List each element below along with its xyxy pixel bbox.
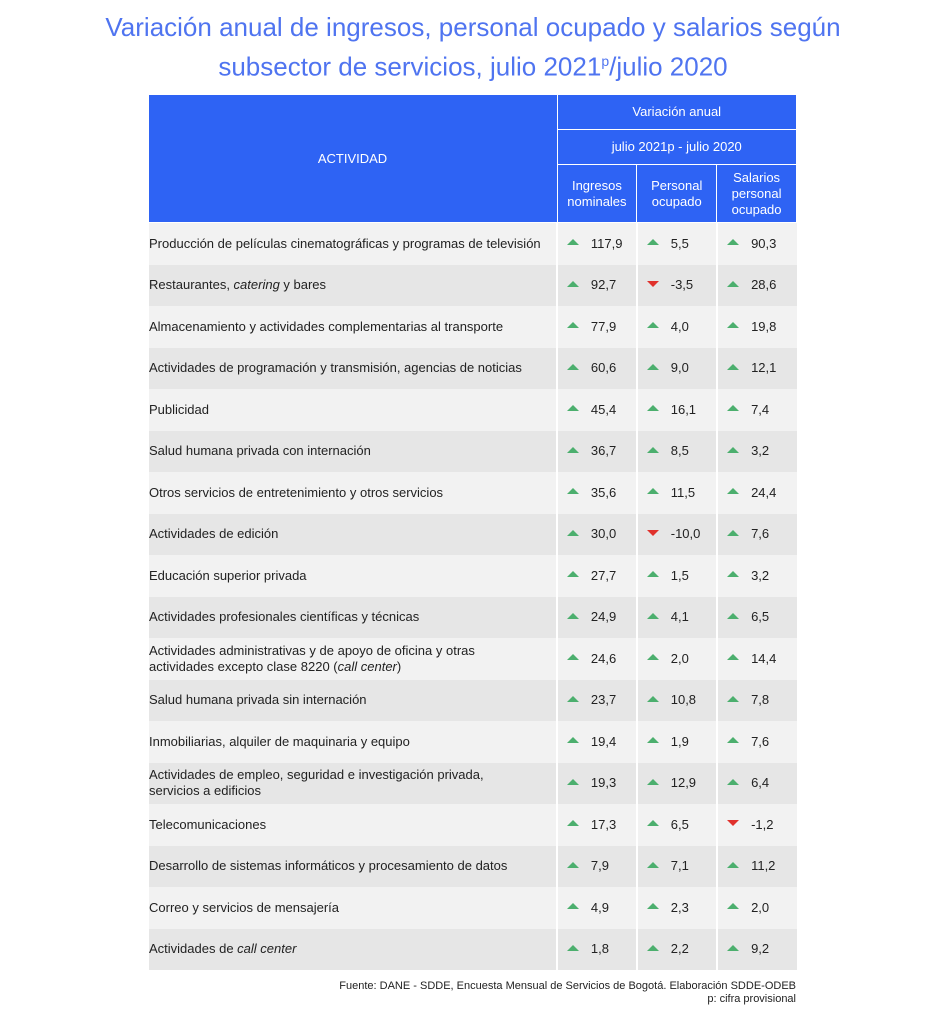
table-row [148,680,797,722]
source-note [339,980,796,1006]
triangle-up-icon [727,945,739,951]
header-personal-ocupado [637,165,717,223]
salarios-value: -1,2 [751,816,774,832]
activity-cell [148,680,557,722]
ingresos-cell [557,887,637,929]
salarios-cell [717,680,797,722]
salarios-cell [717,846,797,888]
triangle-up-icon [647,696,659,702]
ingresos-value: 35,6 [590,484,617,500]
activity-text: Actividades de empleo, seguridad e investigación privada, [149,767,484,783]
personal-cell [637,638,717,680]
personal-value: 2,3 [670,899,689,915]
personal-cell [637,555,717,597]
ingresos-cell [557,514,637,556]
activity-cell [148,223,557,265]
triangle-up-icon [647,945,659,951]
salarios-cell [717,306,797,348]
ingresos-cell [557,431,637,473]
table-row [148,472,797,514]
ingresos-cell [557,472,637,514]
personal-value: 7,1 [670,858,689,874]
triangle-up-icon [567,737,579,743]
ingresos-value: 60,6 [590,360,617,376]
triangle-down-icon [647,281,659,287]
salarios-value: 7,8 [751,692,770,708]
salarios-cell [717,804,797,846]
salarios-cell [717,887,797,929]
activity-text: Publicidad [149,401,209,417]
activity-cell [148,721,557,763]
header-variacion-anual: Variación anual [557,95,797,130]
activity-cell [148,597,557,639]
header-periodo: julio 2021p - julio 2020 [557,130,797,165]
table-row [148,638,797,680]
activity-text: Telecomunicaciones [149,816,267,832]
ingresos-cell [557,846,637,888]
table-header [148,95,797,223]
activity-cell [148,389,557,431]
activity-text: Almacenamiento y actividades complementarias al transporte [149,318,504,334]
ingresos-value: 23,7 [590,692,617,708]
personal-cell [637,763,717,805]
activity-text: Salud humana privada con internación [149,443,371,459]
triangle-up-icon [727,903,739,909]
activity-text: Actividades administrativas y de apoyo de oficina y otras [149,642,475,658]
personal-cell [637,846,717,888]
activity-text: ) [396,658,402,674]
ingresos-value: 4,9 [590,899,609,915]
header-actividad: ACTIVIDAD [148,95,557,223]
personal-cell [637,223,717,265]
salarios-value: 6,5 [751,609,770,625]
table-row [148,306,797,348]
ingresos-value: 7,9 [590,858,609,874]
table-row [148,887,797,929]
table-row [148,721,797,763]
header-personal-l2: ocupado [651,193,702,209]
source-line: Fuente: DANE - SDDE, Encuesta Mensual de Servicios de Bogotá. Elaboración SDDE-ODEB [339,980,796,992]
activity-cell [148,265,557,307]
salarios-value: 11,2 [751,858,776,874]
triangle-up-icon [727,447,739,453]
triangle-up-icon [567,447,579,453]
salarios-cell [717,638,797,680]
activity-text: Producción de películas cinematográficas y programas de televisión [149,235,541,251]
salarios-value: 7,6 [751,733,770,749]
personal-cell [637,389,717,431]
personal-cell [637,265,717,307]
triangle-up-icon [567,239,579,245]
triangle-up-icon [647,779,659,785]
triangle-up-icon [727,862,739,868]
activity-text: Restaurantes, [149,277,234,293]
activity-cell [148,638,557,680]
triangle-up-icon [567,322,579,328]
triangle-up-icon [567,862,579,868]
activity-text: Actividades de [149,941,238,957]
personal-cell [637,887,717,929]
table-row [148,555,797,597]
activity-text: catering [233,277,280,293]
ingresos-cell [557,555,637,597]
activity-cell [148,846,557,888]
ingresos-cell [557,680,637,722]
activity-text: Desarrollo de sistemas informáticos y procesamiento de datos [149,858,508,874]
title-line-2-main: subsector de servicios, julio 2021 [218,51,602,82]
ingresos-cell [557,265,637,307]
salarios-value: 12,1 [751,360,777,376]
triangle-up-icon [567,945,579,951]
triangle-up-icon [567,405,579,411]
salarios-value: 7,6 [751,526,770,542]
activity-text: Actividades de programación y transmisión, agencias de noticias [149,360,522,376]
personal-cell [637,306,717,348]
title-line-1: Variación anual de ingresos, personal ocupado y salarios según [105,12,841,42]
triangle-up-icon [727,613,739,619]
salarios-value: 19,8 [751,318,777,334]
activity-cell [148,555,557,597]
personal-value: 10,8 [670,692,697,708]
triangle-up-icon [567,820,579,826]
salarios-value: 28,6 [751,277,777,293]
triangle-up-icon [727,654,739,660]
activity-cell [148,929,557,971]
table-row [148,431,797,473]
header-ingresos-nominales [557,165,637,223]
salarios-value: 14,4 [751,650,777,666]
triangle-up-icon [727,571,739,577]
triangle-up-icon [647,654,659,660]
header-salarios-l3: ocupado [731,201,782,217]
data-table [147,94,797,970]
ingresos-value: 77,9 [590,318,617,334]
table-row [148,265,797,307]
personal-cell [637,514,717,556]
salarios-cell [717,389,797,431]
activity-text: call center [237,941,297,957]
ingresos-cell [557,223,637,265]
triangle-up-icon [567,654,579,660]
table-row [148,597,797,639]
salarios-value: 9,2 [751,941,770,957]
personal-value: 5,5 [670,235,689,251]
activity-text: servicios a edificios [149,783,261,799]
header-salarios-personal-ocupado [717,165,797,223]
activity-text: Inmobiliarias, alquiler de maquinaria y equipo [149,733,410,749]
activity-cell [148,514,557,556]
salarios-cell [717,514,797,556]
salarios-cell [717,265,797,307]
triangle-up-icon [727,322,739,328]
table-row [148,223,797,265]
provisional-note: p: cifra provisional [707,993,796,1005]
triangle-up-icon [647,239,659,245]
header-ingresos-l1: Ingresos [571,177,622,193]
table-body [148,223,797,971]
ingresos-cell [557,763,637,805]
ingresos-cell [557,929,637,971]
personal-value: -3,5 [670,277,694,293]
table-row [148,514,797,556]
personal-value: 2,0 [670,650,689,666]
header-ingresos-l2: nominales [567,193,627,209]
personal-cell [637,431,717,473]
personal-cell [637,472,717,514]
header-salarios-l2: personal [731,185,782,201]
ingresos-cell [557,597,637,639]
table-row [148,348,797,390]
personal-cell [637,804,717,846]
header-personal-l1: Personal [651,177,703,193]
triangle-up-icon [647,613,659,619]
ingresos-value: 24,9 [590,609,617,625]
activity-text: Salud humana privada sin internación [149,692,367,708]
activity-cell [148,887,557,929]
triangle-up-icon [727,488,739,494]
salarios-cell [717,763,797,805]
personal-value: 2,2 [670,941,689,957]
salarios-value: 24,4 [751,484,777,500]
triangle-down-icon [647,530,659,536]
ingresos-cell [557,348,637,390]
salarios-value: 2,0 [751,899,770,915]
activity-cell [148,306,557,348]
triangle-up-icon [567,281,579,287]
personal-value: 1,5 [670,567,689,583]
triangle-up-icon [647,405,659,411]
ingresos-value: 1,8 [590,941,609,957]
personal-value: 6,5 [670,816,689,832]
triangle-up-icon [647,488,659,494]
table-row [148,763,797,805]
ingresos-value: 19,4 [590,733,617,749]
activity-text: Correo y servicios de mensajería [149,899,340,915]
ingresos-value: 27,7 [590,567,617,583]
activity-text: Otros servicios de entretenimiento y otros servicios [149,484,444,500]
triangle-up-icon [567,488,579,494]
table-row [148,846,797,888]
title-line-2-end: /julio 2020 [609,51,728,82]
triangle-up-icon [647,903,659,909]
personal-cell [637,348,717,390]
activity-text: Actividades profesionales científicas y técnicas [149,609,420,625]
table-row [148,804,797,846]
salarios-value: 6,4 [751,775,770,791]
table-row [148,929,797,971]
ingresos-cell [557,389,637,431]
ingresos-value: 45,4 [590,401,617,417]
activity-cell [148,348,557,390]
triangle-up-icon [567,530,579,536]
triangle-down-icon [727,820,739,826]
ingresos-value: 19,3 [590,775,617,791]
personal-cell [637,597,717,639]
activity-text: call center [337,658,397,674]
ingresos-cell [557,306,637,348]
personal-value: 16,1 [670,401,697,417]
personal-value: 1,9 [670,733,689,749]
triangle-up-icon [567,779,579,785]
triangle-up-icon [567,364,579,370]
triangle-up-icon [727,364,739,370]
activity-cell [148,763,557,805]
triangle-up-icon [727,696,739,702]
title-line-2 [0,44,946,84]
personal-value: 12,9 [670,775,697,791]
personal-value: 8,5 [670,443,689,459]
ingresos-cell [557,638,637,680]
triangle-up-icon [567,696,579,702]
activity-cell [148,804,557,846]
triangle-up-icon [647,322,659,328]
salarios-cell [717,223,797,265]
ingresos-value: 17,3 [590,816,617,832]
triangle-up-icon [647,862,659,868]
salarios-cell [717,929,797,971]
personal-cell [637,680,717,722]
personal-value: 4,0 [670,318,689,334]
activity-cell [148,472,557,514]
personal-cell [637,721,717,763]
triangle-up-icon [727,737,739,743]
personal-value: 9,0 [670,360,689,376]
salarios-cell [717,472,797,514]
ingresos-value: 117,9 [590,235,623,251]
ingresos-cell [557,721,637,763]
title-superscript: p [601,53,610,69]
header-salarios-l1: Salarios [733,169,781,185]
triangle-up-icon [727,530,739,536]
triangle-up-icon [727,239,739,245]
personal-value: 4,1 [670,609,689,625]
salarios-cell [717,555,797,597]
triangle-up-icon [647,364,659,370]
ingresos-value: 92,7 [590,277,617,293]
salarios-cell [717,721,797,763]
salarios-cell [717,348,797,390]
triangle-up-icon [727,779,739,785]
activity-text: y bares [279,277,327,293]
triangle-up-icon [647,737,659,743]
page-title [0,10,946,84]
ingresos-value: 36,7 [590,443,617,459]
salarios-cell [717,431,797,473]
triangle-up-icon [647,571,659,577]
triangle-up-icon [567,903,579,909]
activity-text: actividades excepto clase 8220 ( [149,658,338,674]
activity-text: Actividades de edición [149,526,279,542]
salarios-value: 90,3 [751,235,777,251]
ingresos-cell [557,804,637,846]
salarios-cell [717,597,797,639]
salarios-value: 3,2 [751,443,770,459]
triangle-up-icon [647,447,659,453]
activity-cell [148,431,557,473]
triangle-up-icon [727,405,739,411]
personal-value: 11,5 [670,484,696,500]
triangle-up-icon [567,571,579,577]
ingresos-value: 24,6 [590,650,617,666]
personal-value: -10,0 [670,526,701,542]
triangle-up-icon [647,820,659,826]
personal-cell [637,929,717,971]
table-row [148,389,797,431]
activity-text: Educación superior privada [149,567,307,583]
triangle-up-icon [567,613,579,619]
triangle-up-icon [727,281,739,287]
salarios-value: 7,4 [751,401,770,417]
ingresos-value: 30,0 [590,526,617,542]
salarios-value: 3,2 [751,567,770,583]
